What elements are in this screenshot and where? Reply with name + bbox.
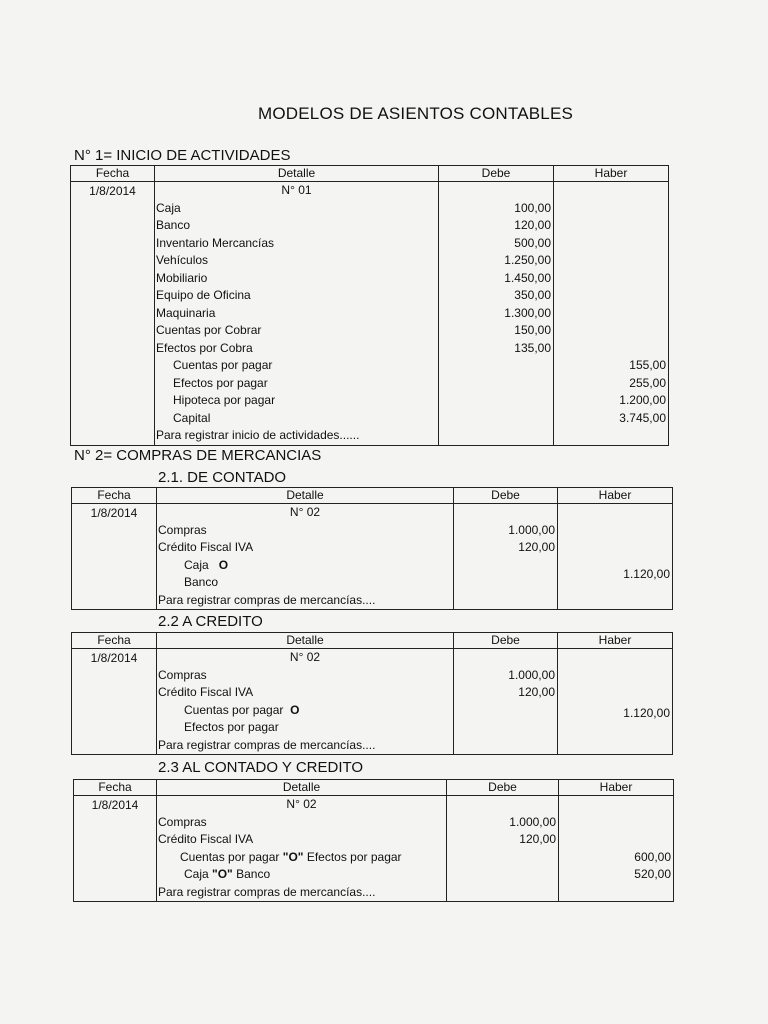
credit-account: Caja "O" Banco — [184, 867, 271, 881]
header-detalle: Detalle — [157, 780, 447, 796]
debe-cell — [454, 649, 558, 755]
credit-account: Cuentas por pagar — [173, 358, 273, 372]
debit-account: Vehículos — [156, 253, 209, 267]
debit-account: Inventario Mercancías — [156, 235, 275, 250]
debit-account: Mobiliario — [156, 270, 208, 285]
debit-account: Caja — [156, 200, 181, 215]
credit-amount: 255,00 — [629, 375, 666, 390]
haber-cell — [559, 796, 674, 902]
credit-account: Cuentas por pagar O — [184, 702, 300, 717]
header-haber: Haber — [558, 488, 673, 504]
entry-date: 1/8/2014 — [72, 649, 157, 755]
entry-date: 1/8/2014 — [74, 796, 157, 902]
section-2-heading: N° 2= COMPRAS DE MERCANCIAS — [74, 447, 322, 464]
credit-amount: 1.120,00 — [623, 705, 670, 720]
subsection-2-2-heading: 2.2 A CREDITO — [158, 613, 263, 630]
debit-amount: 1.450,00 — [504, 270, 551, 285]
debit-amount: 135,00 — [514, 340, 551, 355]
header-detalle: Detalle — [155, 166, 439, 182]
credit-account: Capital — [173, 410, 211, 425]
debit-amount: 120,00 — [519, 832, 556, 846]
debit-amount: 1.000,00 — [509, 814, 556, 829]
detail-cell — [155, 182, 439, 446]
debit-account: Cuentas por Cobrar — [156, 323, 262, 337]
debit-amount: 1.000,00 — [508, 667, 555, 682]
haber-cell — [558, 649, 673, 755]
ledger-table-1 — [70, 165, 669, 446]
debit-account: Compras — [158, 667, 207, 682]
section-1-heading: N° 1= INICIO DE ACTIVIDADES — [74, 147, 291, 164]
debe-cell — [454, 504, 558, 610]
entry-note: Para registrar compras de mercancías.... — [158, 592, 376, 607]
debit-amount: 150,00 — [514, 323, 551, 337]
debit-account: Banco — [156, 218, 191, 232]
credit-amount: 155,00 — [629, 358, 666, 372]
debit-account: Crédito Fiscal IVA — [158, 832, 254, 846]
entry-note: Para registrar inicio de actividades...... — [156, 428, 360, 442]
credit-account: Caja O — [184, 557, 229, 572]
table-header-row — [71, 166, 669, 182]
table-row — [72, 649, 673, 755]
credit-amount: 1.200,00 — [619, 393, 666, 407]
detail-cell — [157, 504, 454, 610]
debit-account: Compras — [158, 814, 207, 829]
credit-amount: 600,00 — [634, 849, 671, 864]
credit-amount: 520,00 — [634, 867, 671, 881]
credit-account: Efectos por pagar — [184, 720, 279, 734]
detail-cell — [157, 796, 447, 902]
ledger-table-2-2 — [71, 632, 673, 755]
entry-note: Para registrar compras de mercancías.... — [158, 737, 376, 752]
credit-account: Banco — [184, 575, 219, 589]
debit-amount: 120,00 — [518, 685, 555, 699]
entry-date: 1/8/2014 — [72, 504, 157, 610]
credit-account: Hipoteca por pagar — [173, 393, 276, 407]
debit-account: Efectos por Cobra — [156, 340, 253, 355]
credit-account: Efectos por pagar — [173, 375, 268, 390]
entry-date: 1/8/2014 — [71, 182, 155, 446]
page-title: MODELOS DE ASIENTOS CONTABLES — [258, 104, 574, 123]
credit-amount: 1.120,00 — [623, 566, 670, 581]
header-haber: Haber — [559, 780, 674, 796]
header-debe: Debe — [454, 488, 558, 504]
header-detalle: Detalle — [157, 633, 454, 649]
header-debe: Debe — [439, 166, 554, 182]
subsection-2-3-heading: 2.3 AL CONTADO Y CREDITO — [158, 759, 364, 776]
debit-amount: 350,00 — [514, 288, 551, 302]
table-header-row — [72, 633, 673, 649]
entry-number: N° 02 — [289, 650, 321, 664]
header-debe: Debe — [447, 780, 559, 796]
header-fecha: Fecha — [72, 488, 157, 504]
header-debe: Debe — [454, 633, 558, 649]
header-fecha: Fecha — [71, 166, 155, 182]
table-row — [74, 796, 674, 902]
table-row — [72, 504, 673, 610]
haber-cell — [558, 504, 673, 610]
header-fecha: Fecha — [72, 633, 157, 649]
debit-amount: 1.300,00 — [504, 305, 551, 320]
debit-account: Compras — [158, 522, 207, 537]
debit-amount: 120,00 — [514, 218, 551, 232]
table-row — [71, 182, 669, 446]
debe-cell — [447, 796, 559, 902]
header-fecha: Fecha — [74, 780, 157, 796]
header-haber: Haber — [554, 166, 669, 182]
debit-amount: 120,00 — [518, 540, 555, 554]
ledger-table-2-1 — [71, 487, 673, 610]
debit-amount: 1.250,00 — [504, 253, 551, 267]
entry-number: N° 01 — [281, 183, 312, 197]
credit-amount: 3.745,00 — [619, 410, 666, 425]
entry-number: N° 02 — [286, 797, 317, 811]
debit-amount: 1.000,00 — [508, 522, 555, 537]
table-header-row — [72, 488, 673, 504]
credit-account: Cuentas por pagar "O" Efectos por pagar — [180, 849, 402, 864]
header-detalle: Detalle — [157, 488, 454, 504]
header-haber: Haber — [558, 633, 673, 649]
subsection-2-1-heading: 2.1. DE CONTADO — [158, 469, 287, 486]
ledger-table-2-3 — [73, 779, 674, 902]
debit-amount: 500,00 — [514, 235, 551, 250]
debit-account: Crédito Fiscal IVA — [158, 540, 254, 554]
debe-cell — [439, 182, 554, 446]
debit-account: Crédito Fiscal IVA — [158, 685, 254, 699]
haber-cell — [554, 182, 669, 446]
debit-amount: 100,00 — [514, 200, 551, 215]
debit-account: Maquinaria — [156, 305, 216, 320]
entry-number: N° 02 — [289, 505, 321, 519]
entry-note: Para registrar compras de mercancías.... — [158, 884, 376, 899]
detail-cell — [157, 649, 454, 755]
debit-account: Equipo de Oficina — [156, 288, 251, 302]
table-header-row — [74, 780, 674, 796]
